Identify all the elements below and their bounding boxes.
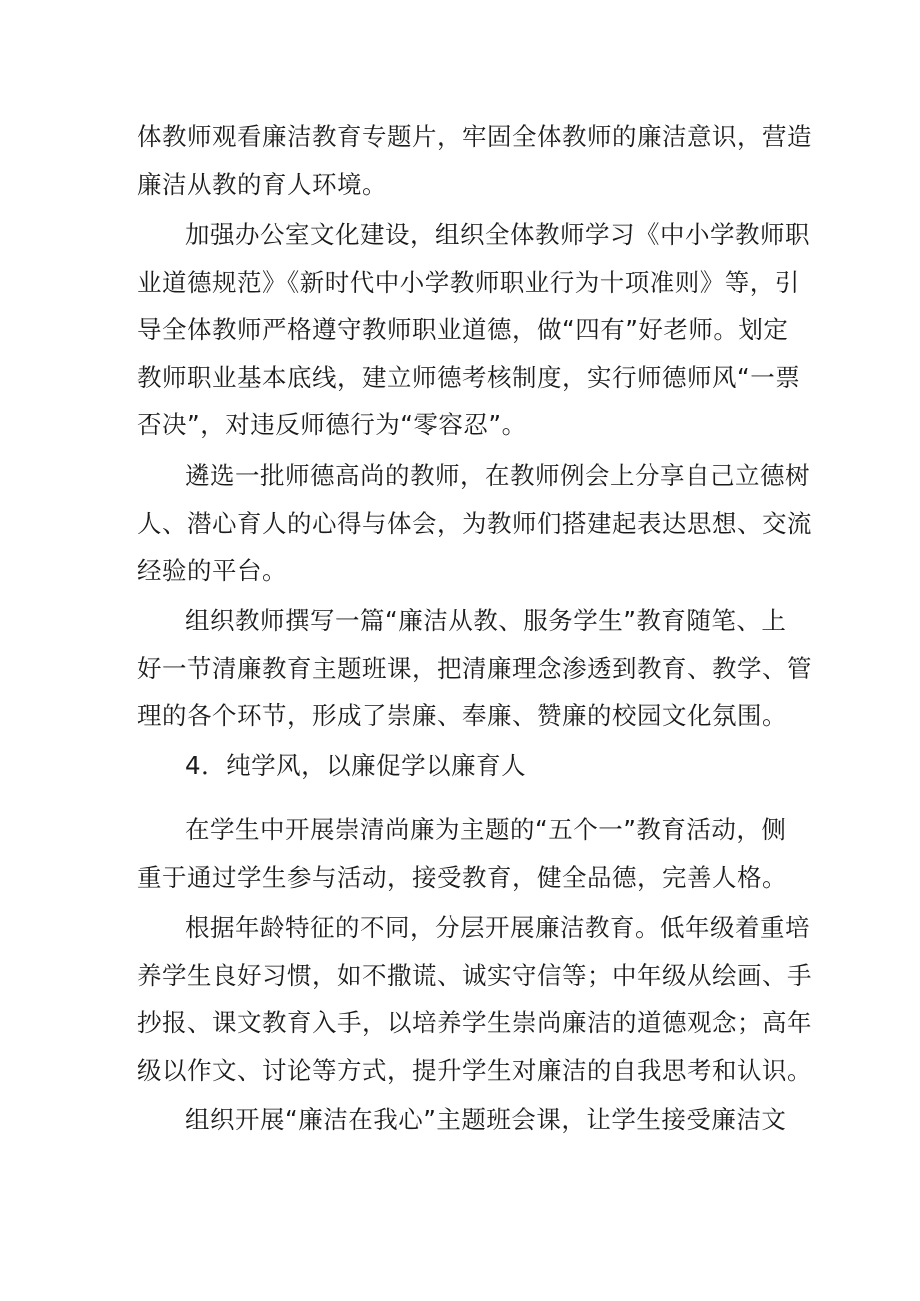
text-line: 在学生中开展崇清尚廉为主题的“五个一”教育活动，侧 [185,815,787,844]
text-line: 教师职业基本底线，建立师德考核制度，实行师德师风“一票 [137,362,801,392]
text-line: 导全体教师严格遵守教师职业道德，做“四有”好老师。划定 [137,315,789,345]
text-line: 业道德规范》《新时代中小学教师职业行为十项准则》等，引 [137,267,800,297]
paragraph-class-meeting [137,1096,802,1144]
paragraph-teacher-sharing [137,452,812,595]
paragraph-essay-writing [137,597,812,740]
paragraph-office-culture [137,211,810,449]
section-heading-text: 4．纯学风，以廉促学以廉育人 [185,751,527,780]
text-line: 养学生良好习惯，如不撒谎、诚实守信等；中年级从绘画、手 [137,960,812,990]
text-line: 否决”，对违反师德行为“零容忍”。 [137,410,527,440]
text-line: 好一节清廉教育主题班课，把清廉理念渗透到教育、教学、管 [137,653,812,683]
text-line: 廉洁从教的育人环境。 [137,169,387,199]
text-line: 人、潜心育人的心得与体会，为教师们搭建起表达思想、交流 [137,508,812,538]
text-line: 遴选一批师德高尚的教师，在教师例会上分享自己立德树 [185,461,810,490]
text-line: 组织教师撰写一篇“廉洁从教、服务学生”教育随笔、上 [185,606,787,635]
text-line: 重于通过学生参与活动，接受教育，健全品德，完善人格。 [137,862,787,892]
text-line: 级以作文、讨论等方式，提升学生对廉洁的自我思考和认识。 [137,1055,812,1085]
text-line: 根据年龄特征的不同，分层开展廉洁教育。低年级着重培 [185,913,810,942]
text-line: 加强办公室文化建设，组织全体教师学习《中小学教师职 [185,220,810,249]
text-line: 体教师观看廉洁教育专题片，牢固全体教师的廉洁意识，营造 [137,122,812,151]
paragraph-age-levels [137,904,812,1094]
paragraph-continuation [137,113,812,208]
text-line: 组织开展“廉洁在我心”主题班会课，让学生接受廉洁文 [185,1105,787,1134]
text-line: 经验的平台。 [137,556,287,586]
paragraph-five-ones [137,806,802,901]
text-line: 抄报、课文教育入手，以培养学生崇尚廉洁的道德观念；高年 [137,1008,812,1038]
section-heading [137,742,802,790]
text-line: 理的各个环节，形成了崇廉、奉廉、赞廉的校园文化氛围。 [137,701,787,731]
